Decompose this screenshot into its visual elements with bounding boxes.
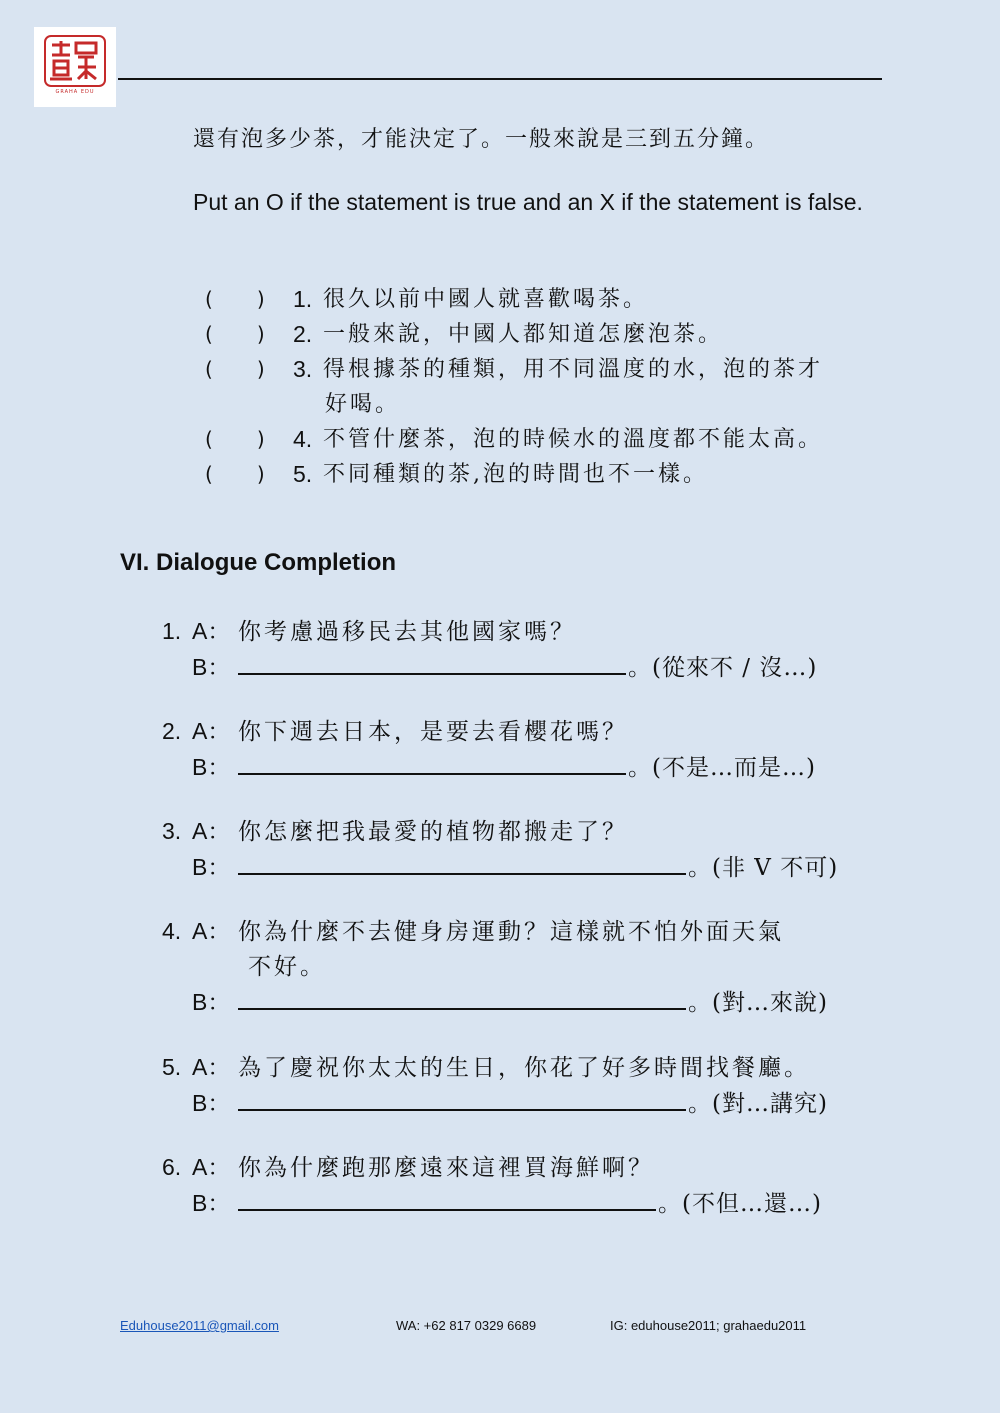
dialogue-item	[162, 714, 882, 786]
item-number: 2.	[293, 321, 313, 347]
email-link[interactable]: Eduhouse2011@gmail.com	[120, 1318, 279, 1333]
speaker-b-label: B：	[192, 854, 231, 880]
answer-box[interactable]: ( )	[205, 287, 265, 311]
item-number: 5.	[162, 1054, 182, 1080]
answer-blank[interactable]	[238, 1087, 686, 1111]
answer-box[interactable]: ( )	[205, 462, 265, 486]
item-number: 5.	[293, 461, 313, 487]
grammar-hint: 。(不但…還…)	[658, 1191, 822, 1217]
answer-blank[interactable]	[238, 651, 626, 675]
true-false-list	[205, 282, 905, 492]
item-number: 3.	[293, 356, 313, 382]
item-number: 3.	[162, 818, 182, 844]
list-item	[205, 352, 905, 422]
speaker-a-label: A：	[192, 1154, 231, 1180]
speaker-b-label: B：	[192, 1190, 231, 1216]
item-number: 4.	[293, 426, 313, 452]
grammar-hint: 。(不是…而是…)	[628, 755, 816, 781]
question-text: 你考慮過移民去其他國家嗎？	[238, 619, 576, 645]
statement-text: 不管什麼茶，泡的時候水的溫度都不能太高。	[323, 427, 824, 452]
dialogue-item	[162, 1150, 882, 1222]
answer-box[interactable]: ( )	[205, 322, 265, 346]
grammar-hint: 。(非 V 不可)	[688, 855, 839, 881]
question-text: 你為什麼跑那麼遠來這裡買海鮮啊？	[238, 1155, 654, 1181]
list-item	[205, 422, 905, 457]
speaker-a-label: A：	[192, 918, 231, 944]
header-rule	[118, 78, 882, 80]
footer-instagram: IG: eduhouse2011; grahaedu2011	[610, 1318, 807, 1333]
answer-box[interactable]: ( )	[205, 427, 265, 451]
item-number: 2.	[162, 718, 182, 744]
statement-text: 得根據茶的種類，用不同溫度的水，泡的茶才 好喝。	[323, 357, 824, 417]
item-number: 6.	[162, 1154, 182, 1180]
speaker-a-label: A：	[192, 718, 231, 744]
speaker-a-label: A：	[192, 1054, 231, 1080]
instruction-text: Put an O if the statement is true and an X if the statement is false.	[193, 189, 863, 215]
answer-blank[interactable]	[238, 751, 626, 775]
question-text: 你下週去日本，是要去看櫻花嗎？	[238, 719, 628, 745]
question-text: 你怎麼把我最愛的植物都搬走了？	[238, 819, 628, 845]
answer-box[interactable]: ( )	[205, 357, 265, 381]
grammar-hint: 。(對…來說)	[688, 990, 828, 1016]
speaker-b-label: B：	[192, 1090, 231, 1116]
statement-text: 一般來說，中國人都知道怎麼泡茶。	[323, 322, 724, 347]
answer-blank[interactable]	[238, 851, 686, 875]
question-text: 你為什麼不去健身房運動？這樣就不怕外面天氣	[238, 919, 784, 945]
speaker-b-label: B：	[192, 754, 231, 780]
statement-text: 很久以前中國人就喜歡喝茶。	[323, 287, 649, 312]
speaker-a-label: A：	[192, 818, 231, 844]
question-text: 為了慶祝你太太的生日，你花了好多時間找餐廳。	[238, 1055, 810, 1081]
speaker-b-label: B：	[192, 654, 231, 680]
question-continuation: 不好。	[248, 954, 326, 980]
footer-email	[120, 1318, 279, 1333]
statement-text: 不同種類的茶,泡的時間也不一樣。	[323, 462, 708, 487]
list-item	[205, 282, 905, 317]
grammar-hint: 。(對…講究)	[688, 1091, 828, 1117]
section-title: VI. Dialogue Completion	[120, 549, 397, 576]
seal-logo-icon	[44, 35, 106, 87]
logo	[34, 27, 116, 107]
answer-blank[interactable]	[238, 1187, 656, 1211]
item-number: 1.	[162, 618, 182, 644]
speaker-a-label: A：	[192, 618, 231, 644]
dialogue-item	[162, 1050, 882, 1122]
dialogue-item	[162, 914, 882, 1021]
item-number: 1.	[293, 286, 313, 312]
list-item	[205, 317, 905, 352]
speaker-b-label: B：	[192, 989, 231, 1015]
footer-whatsapp: WA: +62 817 0329 6689	[396, 1318, 537, 1333]
dialogue-item	[162, 614, 882, 686]
grammar-hint: 。(從來不 / 沒…)	[628, 655, 818, 681]
item-number: 4.	[162, 918, 182, 944]
answer-blank[interactable]	[238, 986, 686, 1010]
reading-paragraph: 還有泡多少茶，才能決定了。一般來說是三到五分鐘。	[193, 127, 770, 152]
list-item	[205, 457, 905, 492]
logo-caption: GRAHA EDU	[55, 89, 95, 95]
dialogue-item	[162, 814, 882, 886]
